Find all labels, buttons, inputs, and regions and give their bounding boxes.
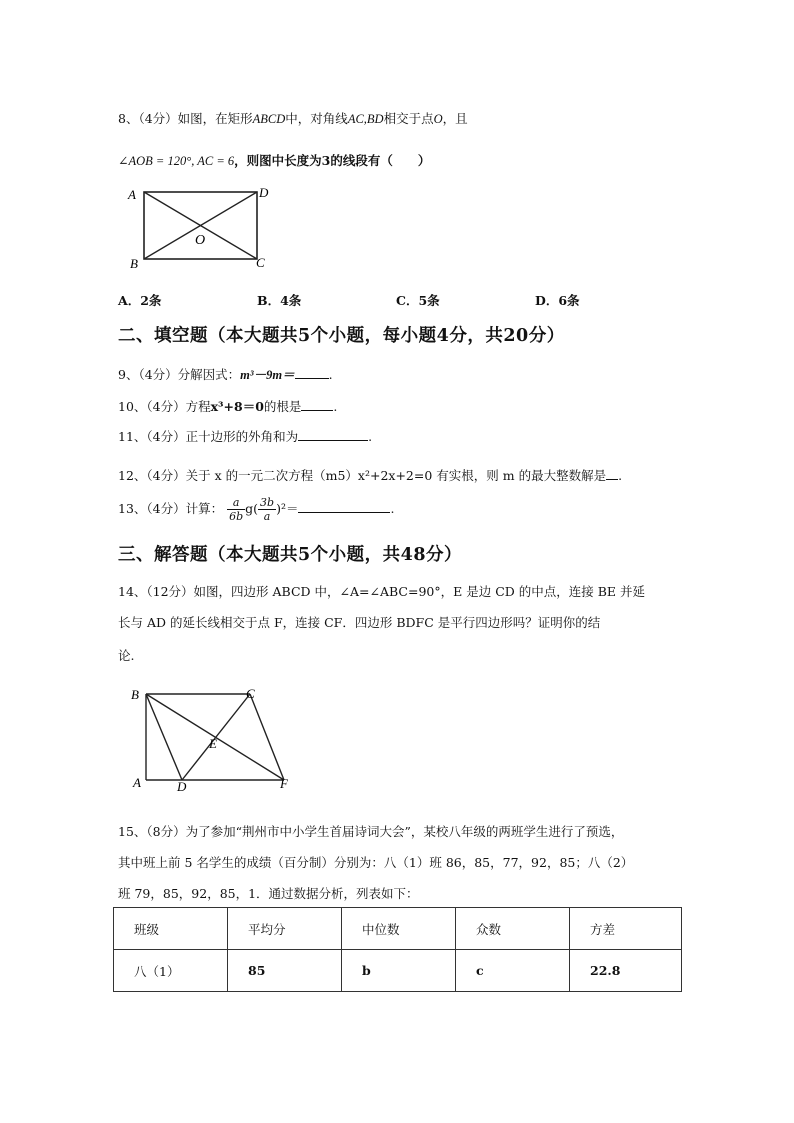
table-cell: 22.8 <box>570 950 682 992</box>
label-c: C <box>246 686 255 701</box>
q13-prefix: 13、（4分）计算： <box>118 501 224 516</box>
q9-prefix: 9、（4分）分解因式： <box>118 367 241 382</box>
q8-rect-name: ABCD <box>252 112 286 126</box>
q11 <box>118 427 372 445</box>
table-cell: 85 <box>228 950 342 992</box>
table-cell: b <box>342 950 456 992</box>
q14-quadrilateral-figure <box>128 684 298 796</box>
table-header-cell: 中位数 <box>342 908 456 950</box>
q11-end: . <box>368 429 373 444</box>
q10-expression: x³+8＝0 <box>210 399 264 414</box>
q11-text: 11、（4分）正十边形的外角和为 <box>118 429 299 444</box>
q9-answer-blank[interactable] <box>295 366 329 379</box>
q15-line1: 15、（8分）为了参加“荆州市中小学生首届诗词大会”，某校八年级的两班学生进行了预选， <box>118 824 624 839</box>
q8-text: 中，对角线 <box>285 111 348 126</box>
table-header-row <box>114 908 682 950</box>
q8-rectangle-figure <box>120 178 280 274</box>
q8-text: 相交于点 <box>383 111 434 126</box>
label-f: F <box>280 776 288 791</box>
table-header-cell: 平均分 <box>228 908 342 950</box>
q8-condition: ∠AOB = 120°, AC = 6 <box>118 154 235 168</box>
label-d: D <box>259 185 269 200</box>
q15-line2: 其中班上前 5 名学生的成绩（百分制）分别为：八（1）班 86，85，77，92，85；八（2） <box>118 855 634 870</box>
label-e: E <box>209 736 217 751</box>
q13-frac1-denominator: 6b <box>229 510 244 523</box>
q9-expression: m³－9m＝ <box>240 368 295 382</box>
q13-frac2-denominator: a <box>263 510 271 523</box>
segment-cf <box>250 694 284 780</box>
q8-option-d[interactable]: D．6条 <box>535 293 580 308</box>
label-a: A <box>133 775 141 790</box>
q15-line3: 班 79，85，92，85，1．通过数据分析，列表如下： <box>118 886 419 901</box>
q10-end: . <box>333 399 338 414</box>
q13-power: )²＝ <box>276 501 299 516</box>
q8-line1 <box>118 109 468 127</box>
table-cell: c <box>456 950 570 992</box>
label-a: A <box>128 187 136 202</box>
label-d: D <box>177 779 187 794</box>
section-3-title: 三、解答题（本大题共5个小题，共48分） <box>118 545 463 565</box>
q13-frac1-numerator: a <box>227 496 245 510</box>
q12-text: 12、（4分）关于 x 的一元二次方程（m5）x²+2x+2=0 有实根，则 m 的最大整数解是 <box>118 468 607 483</box>
label-b: B <box>130 256 138 271</box>
q12-answer-blank[interactable] <box>606 467 618 480</box>
q8-text: 8、（4分）如图，在矩形 <box>118 111 253 126</box>
table-header-cell: 方差 <box>570 908 682 950</box>
table-header-cell: 众数 <box>456 908 570 950</box>
label-c: C <box>256 255 265 270</box>
q10-prefix: 10、（4分）方程 <box>118 399 211 414</box>
q8-point-o: O <box>433 112 443 126</box>
q13 <box>118 496 394 523</box>
segment-bd <box>146 694 182 780</box>
q13-fraction-1 <box>227 496 245 523</box>
q8-question: ，则图中长度为3的线段有（ ） <box>234 153 431 168</box>
table-row <box>114 950 682 992</box>
q8-line2 <box>118 151 430 169</box>
q13-fraction-2 <box>258 496 276 523</box>
q10-answer-blank[interactable] <box>301 398 333 411</box>
q10-mid: 的根是 <box>263 399 302 414</box>
q13-end: . <box>390 501 395 516</box>
q14-line1: 14、（12分）如图，四边形 ABCD 中，∠A=∠ABC=90°，E 是边 CD 的中点，连接 BE 并延 <box>118 584 646 599</box>
q10 <box>118 397 337 415</box>
q13-frac2-numerator: 3b <box>260 496 275 509</box>
table-header-cell: 班级 <box>114 908 228 950</box>
q14-line2: 长与 AD 的延长线相交于点 F，连接 CF．四边形 BDFC 是平行四边形吗？证明你的结 <box>118 615 601 630</box>
label-o: O <box>195 233 206 248</box>
q14-line3: 论. <box>118 648 135 663</box>
q13-operator: g( <box>245 501 259 516</box>
label-b: B <box>131 687 139 702</box>
section-2-title: 二、填空题（本大题共5个小题，每小题4分，共20分） <box>118 326 565 346</box>
q8-option-a[interactable]: A．2条 <box>118 293 162 308</box>
q8-option-b[interactable]: B．4条 <box>257 293 302 308</box>
table-cell: 八（1） <box>114 950 228 992</box>
q9 <box>118 365 333 383</box>
q12-end: . <box>618 468 623 483</box>
q11-answer-blank[interactable] <box>298 428 368 441</box>
q9-end: . <box>328 367 333 382</box>
scores-table <box>113 907 682 992</box>
q8-diagonals: AC,BD <box>347 112 384 126</box>
q13-answer-blank[interactable] <box>298 500 390 513</box>
q12 <box>118 466 622 484</box>
q8-option-c[interactable]: C．5条 <box>396 293 440 308</box>
q8-text: ，且 <box>442 111 468 126</box>
